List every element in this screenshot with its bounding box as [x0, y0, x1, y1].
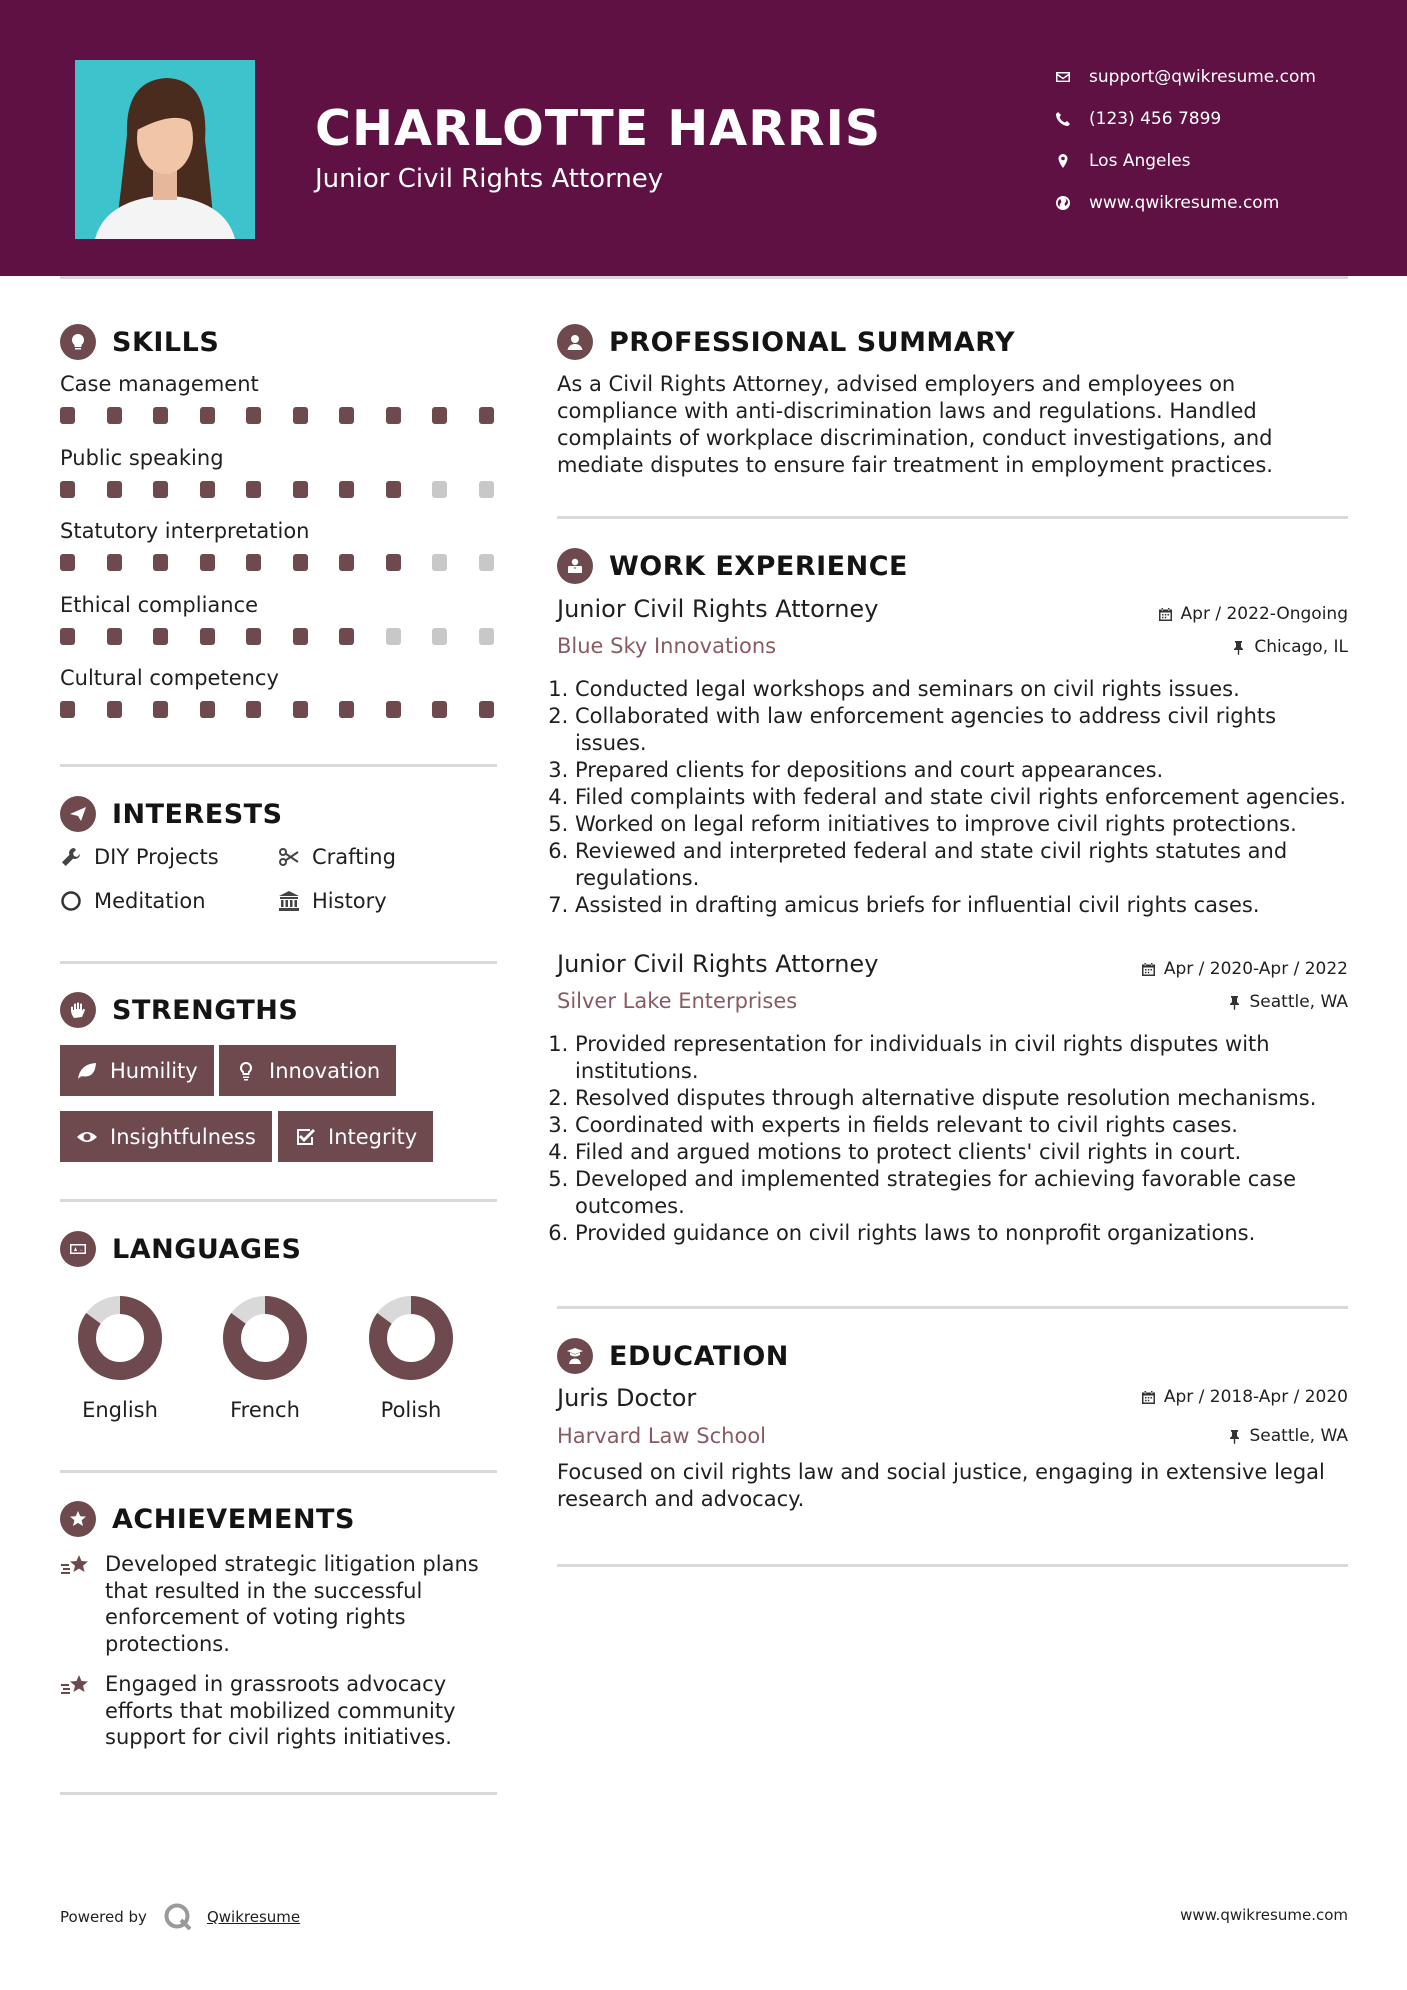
achievement-item [60, 1671, 500, 1751]
languages-divider [60, 1470, 497, 1473]
education-location [1227, 1426, 1349, 1446]
skill-dot-filled [200, 481, 215, 498]
education-dates-text: Apr / 2018-Apr / 2020 [1163, 1387, 1348, 1407]
skill-dot-filled [339, 407, 354, 424]
experience-title: WORK EXPERIENCE [609, 550, 908, 582]
languages-title: LANGUAGES [112, 1233, 302, 1265]
interests-title: INTERESTS [112, 798, 283, 830]
header-divider [60, 276, 1348, 279]
skill-dot-filled [293, 701, 308, 718]
experience-heading [557, 548, 908, 584]
achievement-text: Developed strategic litigation plans that resulted in the successful enforcement of voting rights protections. [105, 1552, 479, 1656]
language-icon [60, 1231, 96, 1267]
skill-dot-empty [432, 628, 447, 645]
hand-icon [60, 992, 96, 1028]
profile-photo [75, 60, 255, 239]
lightbulb-icon [60, 324, 96, 360]
duty-item: 5. Worked on legal reform initiatives to improve civil rights protections. [575, 811, 1350, 838]
skill-label: Cultural competency [60, 666, 279, 690]
job-duties-list [575, 676, 1350, 919]
duty-item: 6. Reviewed and interpreted federal and state civil rights statutes and regulations. [575, 838, 1350, 892]
language-label: English [82, 1398, 158, 1422]
language-donut-chart [367, 1294, 455, 1382]
job-location-text: Seattle, WA [1249, 992, 1348, 1012]
skill-dot-filled [153, 554, 168, 571]
globe-icon [1055, 195, 1089, 211]
skill-dot-filled [246, 628, 261, 645]
interest-label: Crafting [312, 845, 396, 869]
skill-dot-filled [386, 701, 401, 718]
strength-label: Innovation [269, 1058, 381, 1083]
strength-label: Integrity [328, 1124, 418, 1149]
skill-dot-filled [107, 481, 122, 498]
skill-dot-filled [107, 554, 122, 571]
skill-dot-filled [153, 628, 168, 645]
skill-dot-filled [293, 554, 308, 571]
contact-email[interactable] [1055, 56, 1316, 98]
summary-divider [557, 516, 1348, 519]
language-item [47, 1294, 193, 1422]
skill-dot-filled [339, 701, 354, 718]
skill-dot-filled [246, 481, 261, 498]
footer-website[interactable]: www.qwikresume.com [1180, 1906, 1348, 1924]
skill-dot-empty [432, 481, 447, 498]
achievement-text: Engaged in grassroots advocacy efforts that mobilized community support for civil rights initiatives. [105, 1672, 456, 1749]
strengths-heading [60, 992, 298, 1028]
job-company: Silver Lake Enterprises [557, 989, 798, 1013]
skill-dot-filled [432, 407, 447, 424]
calendar-icon [1141, 962, 1156, 977]
interest-label: DIY Projects [94, 845, 219, 869]
skill-dot-filled [246, 407, 261, 424]
skill-dot-filled [107, 628, 122, 645]
education-title: EDUCATION [609, 1340, 789, 1372]
strength-chip [60, 1045, 214, 1096]
duty-item: 5. Developed and implemented strategies for achieving favorable case outcomes. [575, 1166, 1350, 1220]
duty-item: 4. Filed complaints with federal and state civil rights enforcement agencies. [575, 784, 1350, 811]
skill-dot-filled [60, 701, 75, 718]
job-duties-list [575, 1031, 1350, 1247]
summary-title: PROFESSIONAL SUMMARY [609, 326, 1016, 358]
skill-dot-filled [60, 481, 75, 498]
language-item [192, 1294, 338, 1422]
duty-item: 4. Filed and argued motions to protect clients' civil rights in court. [575, 1139, 1350, 1166]
skill-dot-filled [153, 481, 168, 498]
skill-dot-filled [200, 628, 215, 645]
qwikresume-logo-icon [163, 1902, 193, 1932]
skill-level-meter [60, 554, 525, 571]
resume-header [0, 0, 1407, 276]
contact-website-text: www.qwikresume.com [1089, 193, 1280, 213]
skill-dot-filled [339, 481, 354, 498]
skill-dot-filled [432, 701, 447, 718]
duty-item: 3. Coordinated with experts in fields relevant to civil rights cases. [575, 1112, 1350, 1139]
skill-level-meter [60, 701, 525, 718]
language-donut-chart [76, 1294, 164, 1382]
skill-level-meter [60, 481, 525, 498]
interest-item [60, 889, 206, 913]
summary-heading [557, 324, 1015, 360]
achievements-divider [60, 1792, 497, 1795]
skill-dot-empty [479, 554, 494, 571]
skill-dot-empty [479, 481, 494, 498]
pushpin-icon [1227, 995, 1242, 1010]
skill-dot-filled [479, 701, 494, 718]
contact-phone[interactable] [1055, 98, 1316, 140]
strength-label: Humility [110, 1058, 198, 1083]
language-item [338, 1294, 484, 1422]
skill-dot-empty [386, 628, 401, 645]
museum-icon [278, 890, 300, 912]
eye-icon [76, 1126, 98, 1148]
wrench-icon [60, 846, 82, 868]
job-location-text: Chicago, IL [1254, 637, 1348, 657]
skill-dot-filled [339, 628, 354, 645]
contact-email-text: support@qwikresume.com [1089, 67, 1316, 87]
language-donut-chart [221, 1294, 309, 1382]
contact-list [1055, 56, 1316, 224]
paper-plane-icon [60, 796, 96, 832]
education-dates [1141, 1387, 1348, 1407]
pushpin-icon [1227, 1429, 1242, 1444]
summary-text: As a Civil Rights Attorney, advised employers and employees on compliance with anti-discrimination laws and regulations. Handled complaints of workplace discrimination, conduct investigations, and mediate disputes to ensure fair treatment in employment practices. [557, 372, 1273, 477]
candidate-role: Junior Civil Rights Attorney [315, 164, 664, 194]
skills-heading [60, 324, 219, 360]
skill-dot-filled [246, 701, 261, 718]
phone-icon [1055, 111, 1089, 127]
job-dates [1141, 959, 1348, 979]
skill-dot-empty [479, 628, 494, 645]
duty-item: 2. Resolved disputes through alternative dispute resolution mechanisms. [575, 1085, 1350, 1112]
envelope-icon [1055, 69, 1089, 85]
job-company: Blue Sky Innovations [557, 634, 777, 658]
briefcase-user-icon [557, 548, 593, 584]
education-location-text: Seattle, WA [1249, 1426, 1348, 1446]
skill-dot-filled [200, 407, 215, 424]
skill-label: Case management [60, 372, 259, 396]
candidate-name: CHARLOTTE HARRIS [315, 100, 882, 157]
education-text: Focused on civil rights law and social justice, engaging in extensive legal research and advocacy. [557, 1460, 1325, 1511]
skill-dot-filled [246, 554, 261, 571]
skill-dot-filled [293, 481, 308, 498]
language-label: Polish [380, 1398, 442, 1422]
skill-dot-filled [60, 407, 75, 424]
skill-dot-filled [386, 407, 401, 424]
duty-item: 6. Provided guidance on civil rights laws to nonprofit organizations. [575, 1220, 1350, 1247]
shooting-star-icon [60, 1673, 92, 1701]
pushpin-icon [1231, 640, 1246, 655]
checkbox-icon [294, 1126, 316, 1148]
skill-label: Public speaking [60, 445, 224, 470]
skills-title: SKILLS [112, 326, 220, 358]
lightbulb-icon [235, 1060, 257, 1082]
skill-dot-filled [60, 628, 75, 645]
duty-item: 1. Conducted legal workshops and seminars on civil rights issues. [575, 676, 1350, 703]
circle-icon [60, 890, 82, 912]
skill-dot-filled [339, 554, 354, 571]
contact-phone-text: (123) 456 7899 [1089, 109, 1222, 129]
job-dates [1158, 604, 1348, 624]
skill-dot-filled [293, 407, 308, 424]
graduate-icon [557, 1338, 593, 1374]
strengths-divider [60, 1199, 497, 1202]
skill-dot-filled [200, 554, 215, 571]
star-badge-icon [60, 1501, 96, 1537]
strength-label: Insightfulness [110, 1124, 256, 1149]
languages-heading [60, 1231, 301, 1267]
skill-level-meter [60, 628, 525, 645]
duty-item: 1. Provided representation for individuals in civil rights disputes with institutions. [575, 1031, 1350, 1085]
language-label: French [230, 1398, 300, 1422]
achievements-heading [60, 1501, 355, 1537]
strengths-title: STRENGTHS [112, 994, 299, 1026]
map-pin-icon [1055, 153, 1089, 169]
skills-divider [60, 764, 497, 767]
job-dates-text: Apr / 2022-Ongoing [1180, 604, 1348, 624]
skill-dot-filled [386, 481, 401, 498]
skill-dot-filled [386, 554, 401, 571]
interest-label: History [312, 889, 387, 913]
user-icon [557, 324, 593, 360]
duty-item: 2. Collaborated with law enforcement agencies to address civil rights issues. [575, 703, 1350, 757]
achievement-item [60, 1551, 500, 1657]
skill-dot-filled [479, 407, 494, 424]
contact-website[interactable] [1055, 182, 1316, 224]
interests-heading [60, 796, 283, 832]
skill-label: Statutory interpretation [60, 519, 310, 543]
duty-item: 7. Assisted in drafting amicus briefs for influential civil rights cases. [575, 892, 1350, 919]
interest-item [60, 845, 219, 869]
interest-label: Meditation [94, 889, 206, 913]
job-location [1231, 637, 1348, 657]
shooting-star-icon [60, 1553, 92, 1581]
strength-chip [278, 1111, 433, 1162]
education-degree: Juris Doctor [557, 1384, 697, 1412]
achievements-title: ACHIEVEMENTS [112, 1503, 355, 1535]
job-location [1227, 992, 1349, 1012]
skill-dot-filled [60, 554, 75, 571]
strength-chip [219, 1045, 396, 1096]
qwikresume-link[interactable]: Qwikresume [206, 1908, 301, 1926]
contact-location-text: Los Angeles [1089, 151, 1191, 171]
job-title: Junior Civil Rights Attorney [557, 950, 879, 978]
interest-item [278, 889, 387, 913]
scissors-icon [278, 846, 300, 868]
job-title: Junior Civil Rights Attorney [557, 595, 879, 623]
strength-chip [60, 1111, 272, 1162]
skill-dot-filled [153, 407, 168, 424]
footer-powered-by [60, 1902, 300, 1932]
calendar-icon [1158, 607, 1173, 622]
skill-dot-filled [107, 407, 122, 424]
powered-by-text: Powered by [60, 1908, 147, 1926]
calendar-icon [1141, 1390, 1156, 1405]
interests-divider [60, 961, 497, 964]
education-heading [557, 1338, 789, 1374]
skill-dot-filled [107, 701, 122, 718]
experience-divider [557, 1306, 1348, 1309]
skill-dot-filled [153, 701, 168, 718]
duty-item: 3. Prepared clients for depositions and court appearances. [575, 757, 1350, 784]
contact-location [1055, 140, 1316, 182]
leaf-icon [76, 1060, 98, 1082]
skill-dot-filled [293, 628, 308, 645]
skill-level-meter [60, 407, 525, 424]
job-dates-text: Apr / 2020-Apr / 2022 [1163, 959, 1348, 979]
education-school: Harvard Law School [557, 1424, 766, 1448]
education-divider [557, 1564, 1348, 1567]
skill-label: Ethical compliance [60, 592, 259, 617]
skill-dot-filled [200, 701, 215, 718]
skill-dot-empty [432, 554, 447, 571]
interest-item [278, 845, 396, 869]
